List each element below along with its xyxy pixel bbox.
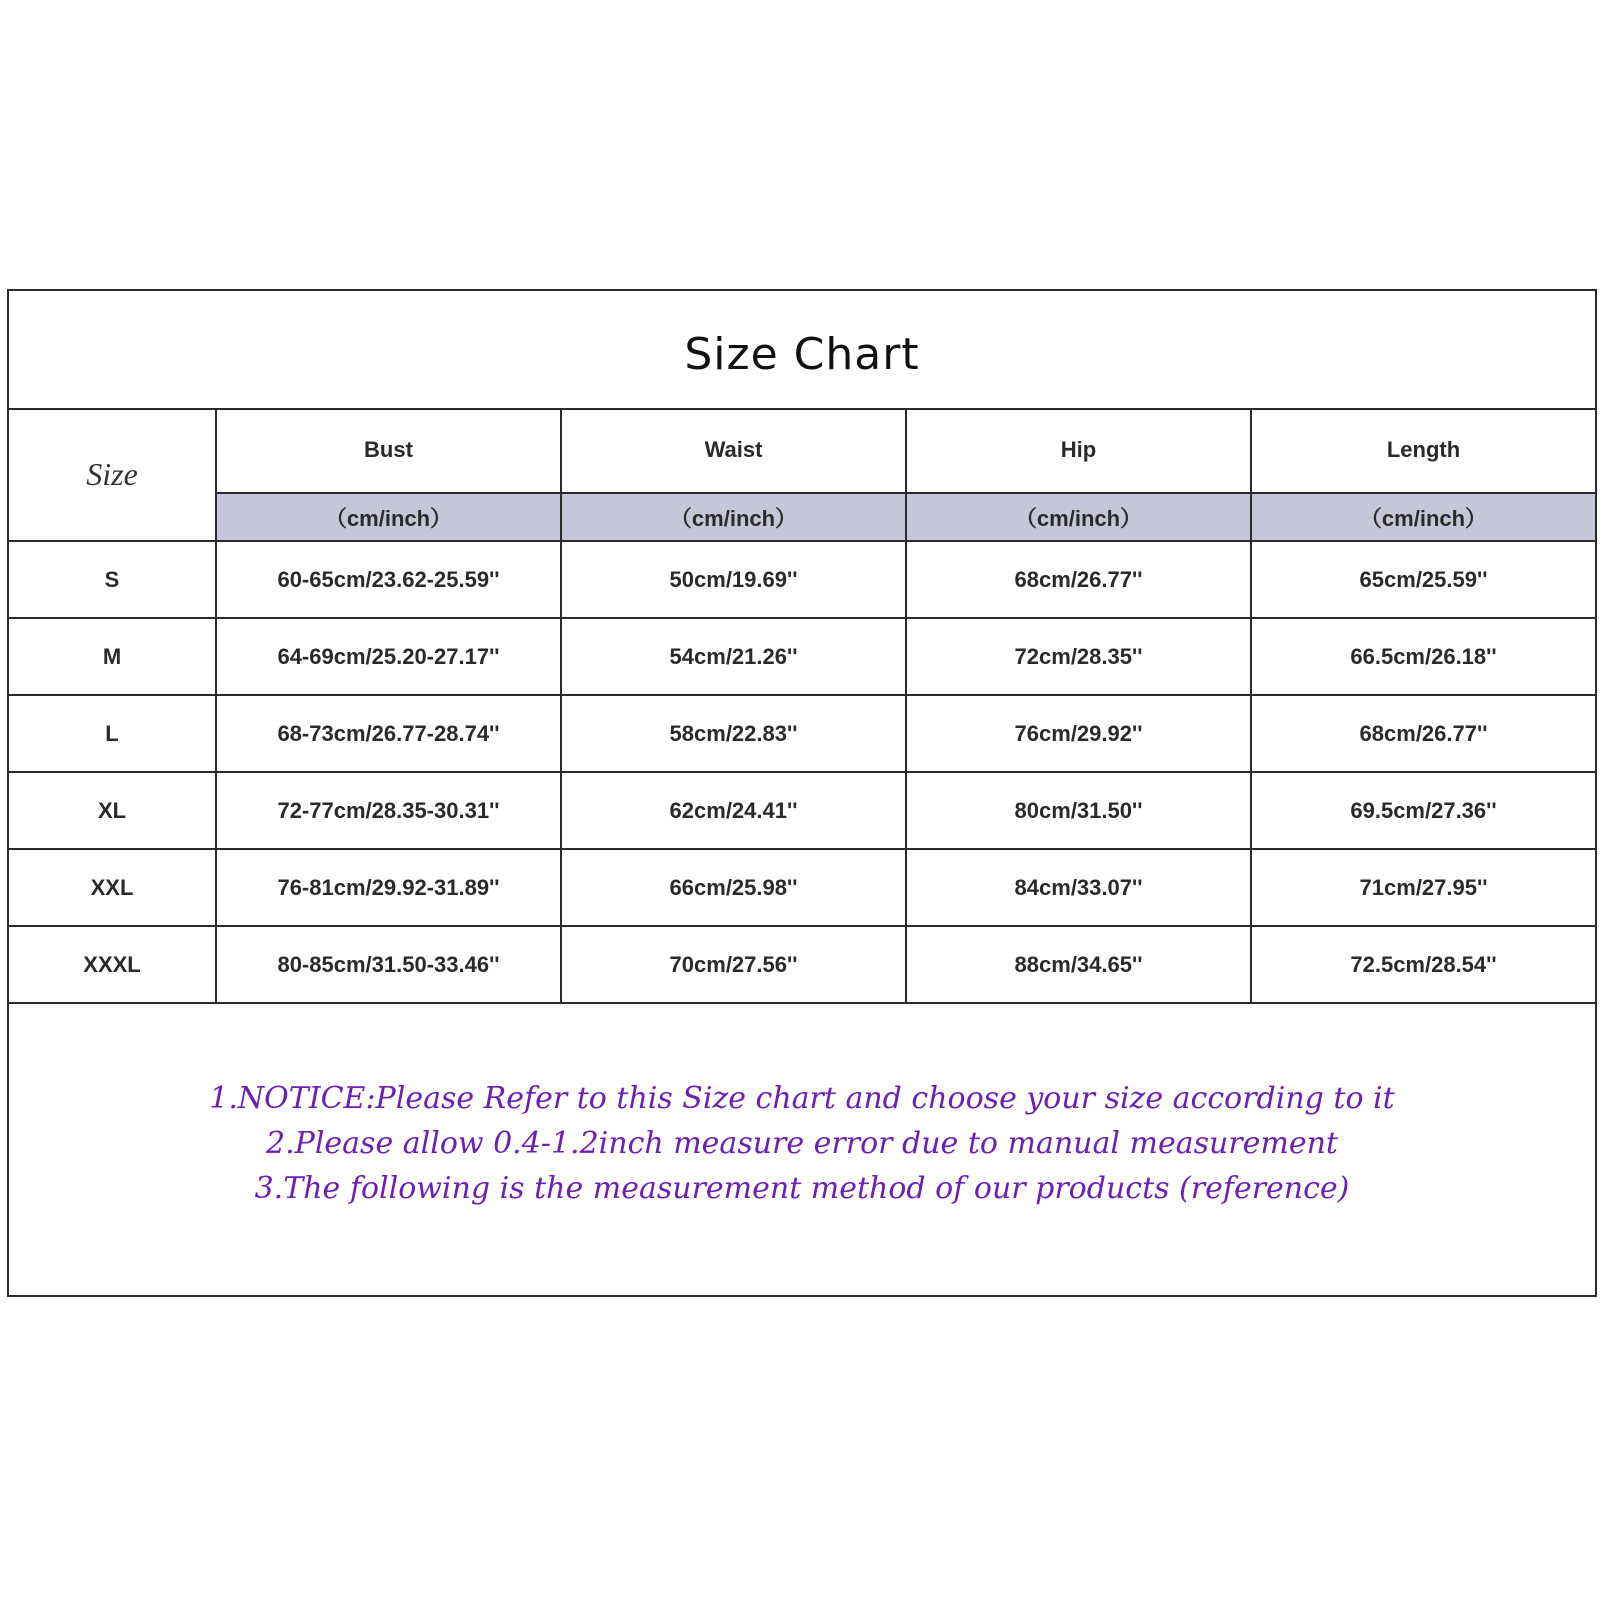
- length-cell: 69.5cm/27.36'': [1251, 772, 1595, 849]
- hip-cell: 88cm/34.65'': [906, 926, 1251, 1003]
- column-header-bust: Bust: [216, 408, 561, 493]
- notes-section: [9, 1076, 1595, 1211]
- bust-cell: 68-73cm/26.77-28.74'': [216, 695, 561, 772]
- bust-cell: 76-81cm/29.92-31.89'': [216, 849, 561, 926]
- waist-cell: 62cm/24.41'': [561, 772, 906, 849]
- hip-cell: 72cm/28.35'': [906, 618, 1251, 695]
- bust-cell: 60-65cm/23.62-25.59'': [216, 541, 561, 618]
- chart-title: Size Chart: [684, 329, 920, 380]
- table-row: [9, 926, 1595, 1003]
- waist-cell: 70cm/27.56'': [561, 926, 906, 1003]
- waist-cell: 66cm/25.98'': [561, 849, 906, 926]
- table-row: [9, 849, 1595, 926]
- waist-cell: 58cm/22.83'': [561, 695, 906, 772]
- size-column-header: Size: [9, 408, 216, 541]
- bust-cell: 64-69cm/25.20-27.17'': [216, 618, 561, 695]
- length-cell: 71cm/27.95'': [1251, 849, 1595, 926]
- size-cell: XL: [9, 772, 216, 849]
- hip-cell: 84cm/33.07'': [906, 849, 1251, 926]
- table-row: [9, 695, 1595, 772]
- length-cell: 72.5cm/28.54'': [1251, 926, 1595, 1003]
- table-row: [9, 772, 1595, 849]
- size-cell: XXXL: [9, 926, 216, 1003]
- column-header-waist: Waist: [561, 408, 906, 493]
- title-row: [9, 291, 1595, 410]
- waist-cell: 54cm/21.26'': [561, 618, 906, 695]
- waist-cell: 50cm/19.69'': [561, 541, 906, 618]
- size-cell: L: [9, 695, 216, 772]
- size-cell: M: [9, 618, 216, 695]
- table-row: [9, 618, 1595, 695]
- length-cell: 68cm/26.77'': [1251, 695, 1595, 772]
- bust-cell: 72-77cm/28.35-30.31'': [216, 772, 561, 849]
- size-cell: S: [9, 541, 216, 618]
- notice-line: 2.Please allow 0.4-1.2inch measure error due to manual measurement: [266, 1126, 1338, 1161]
- unit-label: （cm/inch）: [1251, 493, 1595, 541]
- unit-label: （cm/inch）: [561, 493, 906, 541]
- column-header-hip: Hip: [906, 408, 1251, 493]
- hip-cell: 80cm/31.50'': [906, 772, 1251, 849]
- table-row: [9, 541, 1595, 618]
- unit-row: [9, 493, 1595, 541]
- unit-label: （cm/inch）: [216, 493, 561, 541]
- unit-label: （cm/inch）: [906, 493, 1251, 541]
- hip-cell: 76cm/29.92'': [906, 695, 1251, 772]
- notice-line: 1.NOTICE:Please Refer to this Size chart and choose your size according to it: [209, 1081, 1395, 1116]
- size-chart: [7, 289, 1597, 1297]
- size-table: [9, 408, 1595, 1004]
- bust-cell: 80-85cm/31.50-33.46'': [216, 926, 561, 1003]
- length-cell: 66.5cm/26.18'': [1251, 618, 1595, 695]
- hip-cell: 68cm/26.77'': [906, 541, 1251, 618]
- size-cell: XXL: [9, 849, 216, 926]
- length-cell: 65cm/25.59'': [1251, 541, 1595, 618]
- column-header-length: Length: [1251, 408, 1595, 493]
- notice-line: 3.The following is the measurement method of our products (reference): [254, 1171, 1350, 1206]
- header-row: [9, 408, 1595, 493]
